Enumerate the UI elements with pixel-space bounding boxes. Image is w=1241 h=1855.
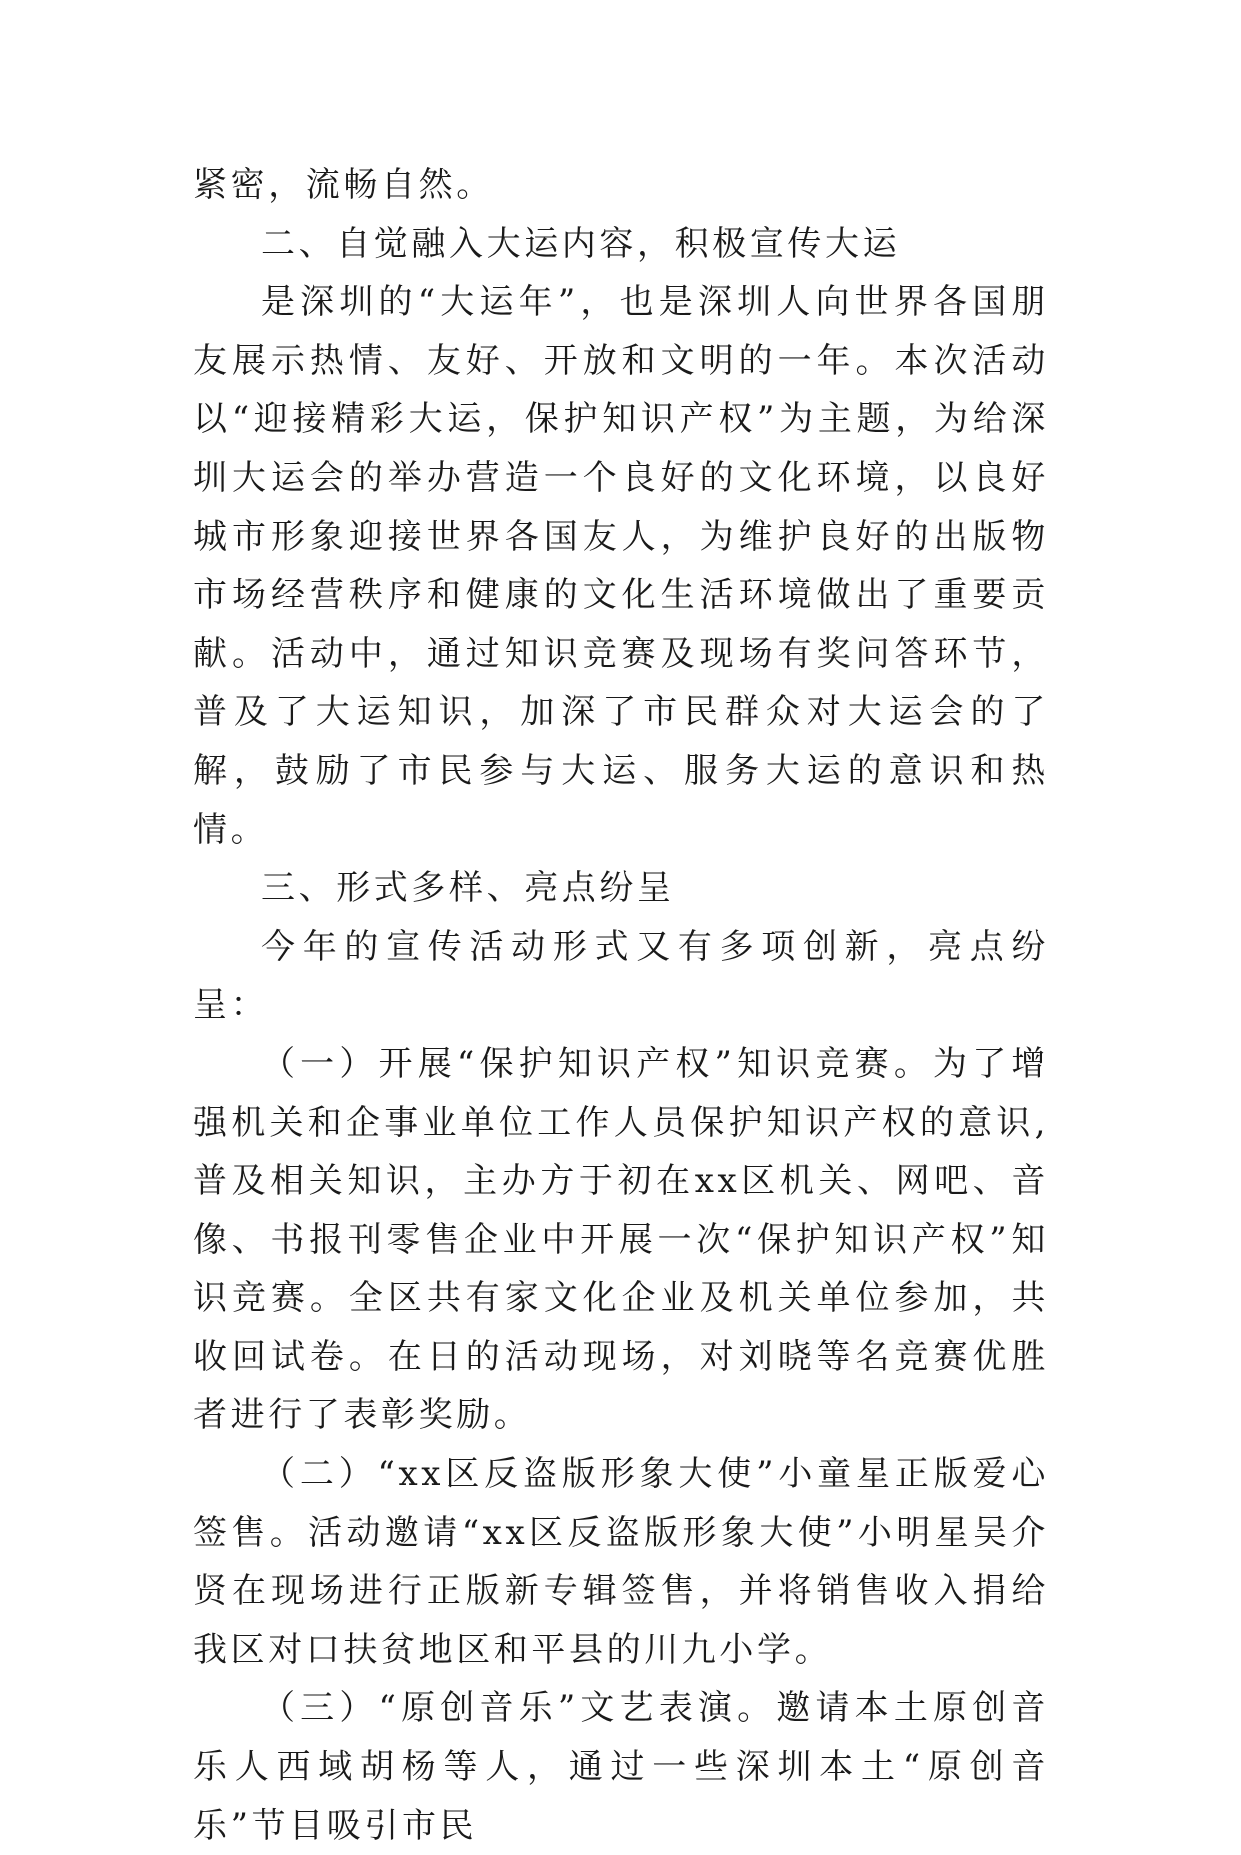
- paragraph-universiade-year: 是深圳的“大运年”，也是深圳人向世界各国朋友展示热情、友好、开放和文明的一年。本次活动以“迎接精彩大运，保护知识产权”为主题，为给深圳大运会的举办营造一个良好的文化环境，以良好城市形象迎接世界各国友人，为维护良好的出版物市场经营秩序和健康的文化生活环境做出了重要贡献。活动中，通过知识竞赛及现场有奖问答环节，普及了大运知识，加深了市民群众对大运会的了解，鼓励了市民参与大运、服务大运的意识和热情。: [193, 282, 1049, 850]
- section-heading-2: 二、自觉融入大运内容，积极宣传大运: [261, 223, 901, 264]
- paragraph-item-1: （一）开展“保护知识产权”知识竞赛。为了增强机关和企事业单位工作人员保护知识产权的意识,普及相关知识，主办方于初在xx区机关、网吧、音像、书报刊零售企业中开展一次“保护知识产权”知识竞赛。全区共有家文化企业及机关单位参加，共收回试卷。在日的活动现场，对刘晓等名竞赛优胜者进行了表彰奖励。: [193, 1043, 1049, 1436]
- paragraph-intro-forms: 今年的宣传活动形式又有多项创新，亮点纷呈：: [193, 926, 1049, 1026]
- section-heading-3: 三、形式多样、亮点纷呈: [261, 868, 675, 909]
- paragraph-item-3: （三）“原创音乐”文艺表演。邀请本土原创音乐人西域胡杨等人，通过一些深圳本土“原创音乐”节目吸引市民: [193, 1688, 1049, 1846]
- document-body: [193, 156, 1049, 1855]
- paragraph-item-2: （二）“xx区反盗版形象大使”小童星正版爱心签售。活动邀请“xx区反盗版形象大使”小明星吴介贤在现场进行正版新专辑签售，并将销售收入捐给我区对口扶贫地区和平县的川九小学。: [193, 1454, 1049, 1670]
- paragraph-continuation: 紧密，流畅自然。: [193, 165, 494, 205]
